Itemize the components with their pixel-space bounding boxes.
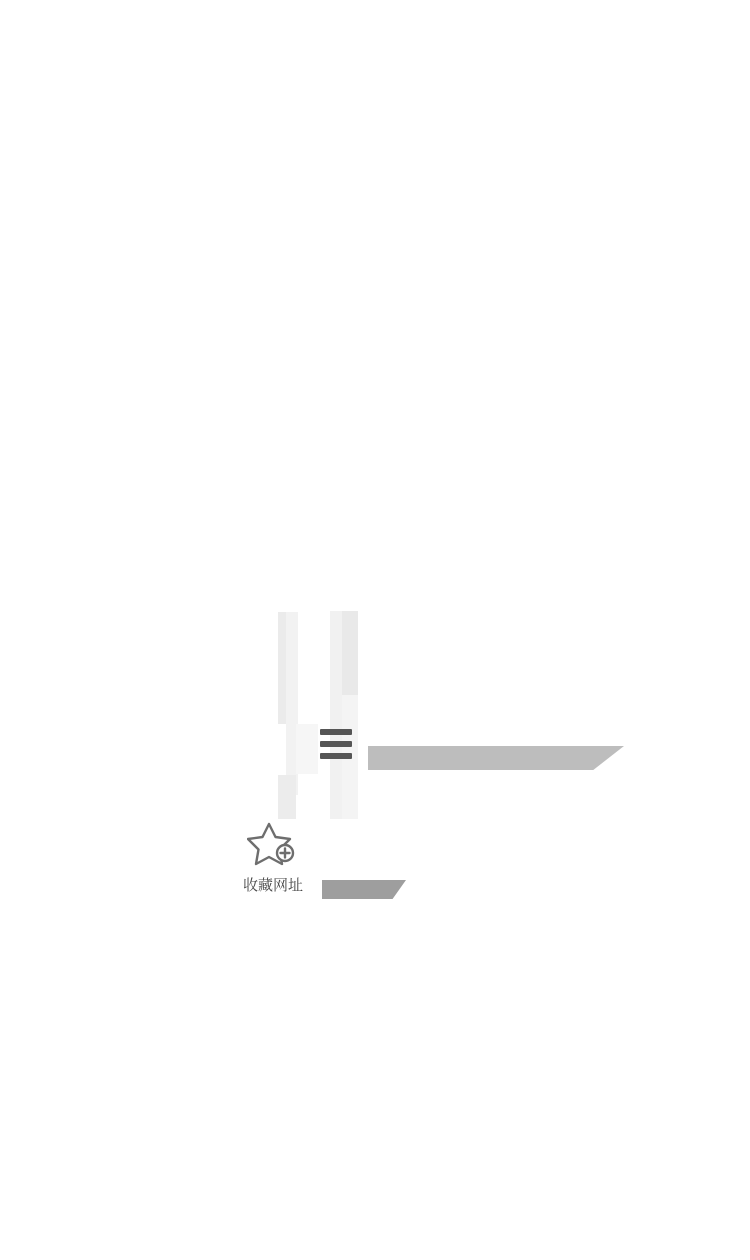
favorite-site-label: 收藏网址 xyxy=(242,876,303,894)
placeholder-block-3 xyxy=(330,611,342,819)
star-plus-icon xyxy=(247,820,299,870)
favorite-site-button[interactable] xyxy=(238,820,308,894)
placeholder-block-4 xyxy=(342,611,358,695)
content-placeholder-bar-small xyxy=(322,880,406,899)
placeholder-block-6 xyxy=(278,775,296,819)
menu-icon-line-1 xyxy=(320,729,352,735)
placeholder-block-7 xyxy=(296,724,318,774)
content-placeholder-bar-wide xyxy=(368,746,624,770)
hamburger-menu-icon[interactable] xyxy=(320,729,352,759)
menu-icon-line-3 xyxy=(320,753,352,759)
menu-icon-line-2 xyxy=(320,741,352,747)
